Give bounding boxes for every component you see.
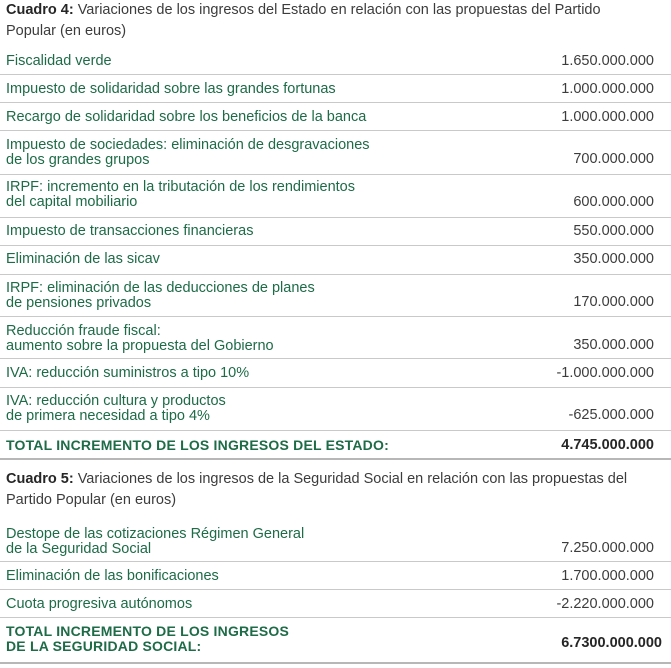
cuadro-5-caption [6,469,646,511]
row-label: Impuesto de solidaridad sobre las grandes fortunas [6,81,336,97]
row-value: 600.000.000 [573,194,654,210]
total-row [0,618,671,664]
row-value: 1.000.000.000 [561,81,654,97]
cuadro-5-table [0,519,671,664]
row-label: Impuesto de transacciones financieras [6,223,254,239]
table-row [0,246,671,275]
row-value: -2.220.000.000 [556,596,654,612]
cuadro-4-caption-text: Variaciones de los ingresos del Estado en relación con las propuestas del Partido Popular (en euros) [6,2,601,39]
total-label: TOTAL INCREMENTO DE LOS INGRESOS DE LA SEGURIDAD SOCIAL: [6,623,290,654]
table-row [0,590,671,618]
row-value: 350.000.000 [573,251,654,267]
row-label: Recargo de solidaridad sobre los beneficios de la banca [6,109,367,125]
cuadro-5-caption-title: Cuadro 5: [6,471,74,487]
table-row [0,75,671,103]
row-label: IVA: reducción suministros a tipo 10% [6,365,250,381]
row-label: Eliminación de las bonificaciones [6,568,219,584]
total-label: TOTAL INCREMENTO DE LOS INGRESOS DEL ESTADO: [6,437,389,453]
row-value: 550.000.000 [573,223,654,239]
row-value: 350.000.000 [573,337,654,353]
row-value: -1.000.000.000 [556,365,654,381]
row-value: 1.000.000.000 [561,109,654,125]
row-value: -625.000.000 [568,407,654,423]
table-row [0,519,671,562]
table-row [0,388,671,431]
table-row [0,47,671,75]
table-row [0,175,671,218]
table-row [0,317,671,359]
total-value: 6.7300.000.000 [561,635,662,651]
cuadro-4-table [0,47,671,460]
total-row [0,431,671,460]
row-value: 7.250.000.000 [561,540,654,556]
row-value: 170.000.000 [573,294,654,310]
table-row [0,218,671,246]
row-label: Eliminación de las sicav [6,251,160,267]
row-value: 700.000.000 [573,151,654,167]
row-label: Reducción fraude fiscal: aumento sobre la propuesta del Gobierno [6,323,274,354]
row-label: Impuesto de sociedades: eliminación de desgravaciones de los grandes grupos [6,137,370,168]
cuadro-4-caption [6,0,646,42]
row-label: Cuota progresiva autónomos [6,596,193,612]
row-value: 1.700.000.000 [561,568,654,584]
table-row [0,131,671,175]
table-row [0,562,671,590]
table-row [0,275,671,317]
row-value: 1.650.000.000 [561,53,654,69]
row-label: IVA: reducción cultura y productos de primera necesidad a tipo 4% [6,393,226,424]
cuadro-5-caption-text: Variaciones de los ingresos de la Seguridad Social en relación con las propuestas del Partido Popular (en euros) [6,471,628,508]
table-row [0,359,671,388]
table-row [0,103,671,131]
row-label: Destope de las cotizaciones Régimen General de la Seguridad Social [6,526,305,557]
cuadro-4-caption-title: Cuadro 4: [6,2,74,18]
row-label: IRPF: incremento en la tributación de los rendimientos del capital mobiliario [6,179,355,210]
row-label: IRPF: eliminación de las deducciones de planes de pensiones privados [6,280,315,311]
row-label: Fiscalidad verde [6,53,112,69]
total-value: 4.745.000.000 [561,437,654,453]
